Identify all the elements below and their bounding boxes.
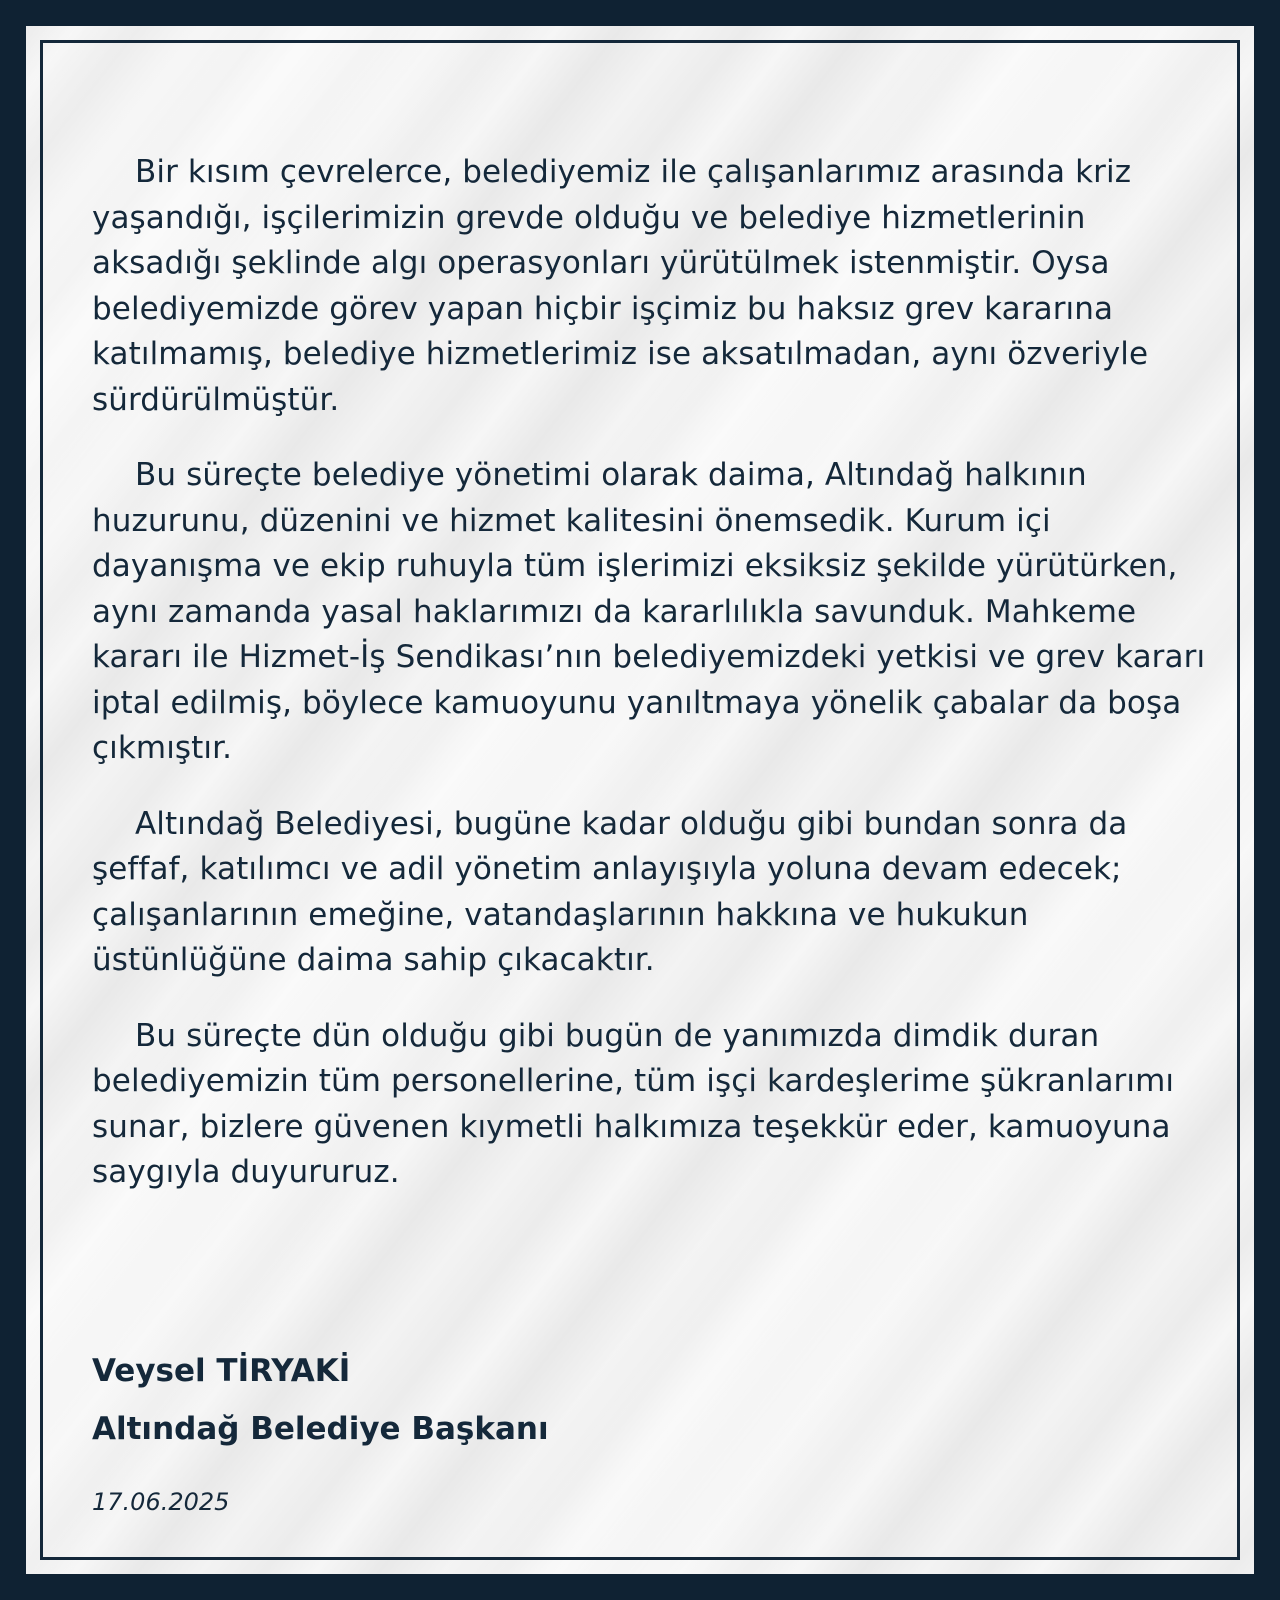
paragraph-2: Bu süreçte belediye yönetimi olarak daima, Altındağ halkının huzurunu, düzenini ve hizmet kalitesini önemsedik. Kurum içi dayanışma ve ekip ruhuyla tüm işlerimizi eksiksiz şekilde yürütürken, aynı zamanda yasal haklarımızı da kararlılıkla savunduk. Mahkeme kararı ile Hizmet-İş Sendikası’nın belediyemizdeki yetkisi ve grev kararı iptal edilmiş, böylece kamuoyunu yanıltmaya yönelik çabalar da boşa çıkmıştır.	[92, 457, 1206, 766]
signatory-title: Altındağ Belediye Başkanı	[92, 1411, 549, 1447]
statement-date: 17.06.2025	[92, 1488, 230, 1516]
statement-body	[92, 150, 1212, 1196]
paragraph-1: Bir kısım çevrelerce, belediyemiz ile çalışanlarımız arasında kriz yaşandığı, işçilerimizin grevde olduğu ve belediye hizmetlerinin aksadığı şeklinde algı operasyonları yürütülmek istenmiştir. Oysa belediyemizde görev yapan hiçbir işçimiz bu haksız grev kararına katılmamış, belediye hizmetlerimiz ise aksatılmadan, aynı özveriyle sürdürülmüştür.	[92, 154, 1149, 418]
statement-sheet	[26, 26, 1254, 1574]
signature-block	[92, 1342, 549, 1458]
paragraph-3: Altındağ Belediyesi, bugüne kadar olduğu gibi bundan sonra da şeffaf, katılımcı ve adil yönetim anlayışıyla yoluna devam edecek; çalışanlarının emeğine, vatandaşlarının hakkına ve hukukun üstünlüğüne daima sahip çıkacaktır.	[92, 805, 1128, 978]
paragraph-4: Bu süreçte dün olduğu gibi bugün de yanımızda dimdik duran belediyemizin tüm personellerine, tüm işçi kardeşlerime şükranlarımı sunar, bizlere güvenen kıymetli halkımıza teşekkür eder, kamuoyuna saygıyla duyururuz.	[92, 1017, 1175, 1190]
signatory-name: Veysel TİRYAKİ	[92, 1353, 351, 1389]
